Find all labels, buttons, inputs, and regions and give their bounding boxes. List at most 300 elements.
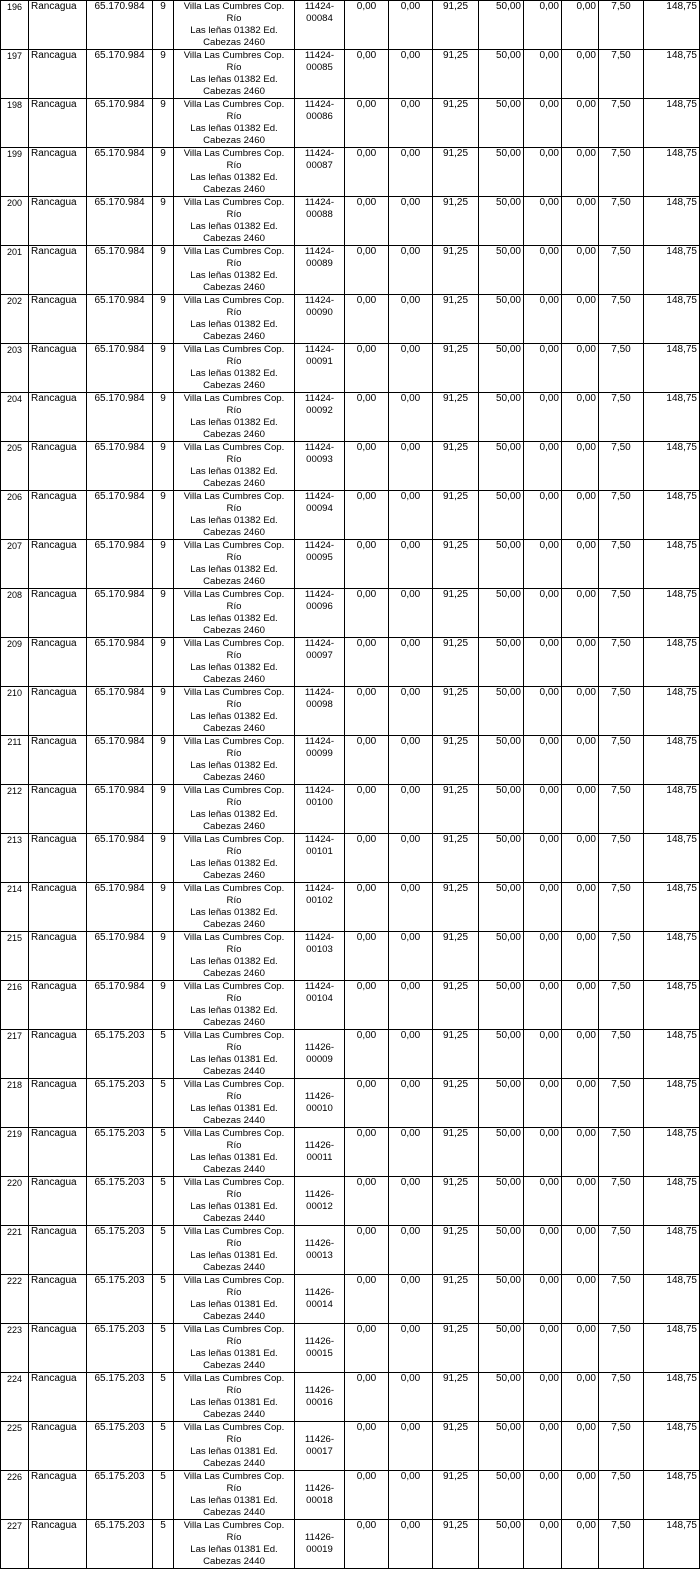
value-3-cell: 91,25	[433, 736, 479, 785]
code-line: 11426-	[304, 1238, 335, 1249]
value-4-cell: 50,00	[479, 785, 524, 834]
check-digit-cell: 9	[153, 540, 174, 589]
value-6-cell: 0,00	[562, 932, 599, 981]
total-cell: 148,75	[644, 883, 700, 932]
address-line: Villa Las Cumbres Cop. Río	[183, 1030, 285, 1053]
address-line: Las leñas 01381 Ed.	[190, 1495, 278, 1506]
city-cell: Rancagua	[29, 638, 87, 687]
value-1-cell: 0,00	[345, 442, 389, 491]
address-line: Las leñas 01381 Ed.	[190, 1446, 278, 1457]
value-4-cell: 50,00	[479, 99, 524, 148]
rut-cell: 65.170.984	[87, 687, 153, 736]
table-row	[1, 981, 700, 1030]
value-3-cell: 91,25	[433, 197, 479, 246]
row-number: 208	[1, 589, 29, 638]
code-line: 00103	[306, 944, 333, 955]
code-cell	[295, 393, 345, 442]
value-5-cell: 0,00	[524, 785, 562, 834]
code-line: 00017	[306, 1446, 333, 1457]
value-5-cell: 0,00	[524, 834, 562, 883]
total-cell: 148,75	[644, 1422, 700, 1471]
code-line: 11424-	[304, 393, 335, 404]
address-line: Cabezas 2440	[203, 1262, 265, 1273]
address-line: Las leñas 01382 Ed.	[190, 368, 278, 379]
total-cell: 148,75	[644, 1030, 700, 1079]
row-number: 211	[1, 736, 29, 785]
row-number: 226	[1, 1471, 29, 1520]
value-1-cell: 0,00	[345, 981, 389, 1030]
value-4-cell: 50,00	[479, 1520, 524, 1569]
rut-cell: 65.175.203	[87, 1226, 153, 1275]
rut-cell: 65.170.984	[87, 883, 153, 932]
address-line: Cabezas 2460	[203, 478, 265, 489]
value-4-cell: 50,00	[479, 1324, 524, 1373]
value-3-cell: 91,25	[433, 442, 479, 491]
address-line: Cabezas 2440	[203, 1115, 265, 1126]
address-line: Las leñas 01382 Ed.	[190, 270, 278, 281]
rut-cell: 65.175.203	[87, 1324, 153, 1373]
address-line: Villa Las Cumbres Cop. Río	[183, 148, 285, 171]
value-5-cell: 0,00	[524, 1177, 562, 1226]
value-5-cell: 0,00	[524, 148, 562, 197]
code-line: 11424-	[304, 883, 335, 894]
row-number: 207	[1, 540, 29, 589]
value-1-cell: 0,00	[345, 99, 389, 148]
row-number: 202	[1, 295, 29, 344]
address-line: Las leñas 01382 Ed.	[190, 172, 278, 183]
city-cell: Rancagua	[29, 344, 87, 393]
value-7-cell: 7,50	[599, 1373, 644, 1422]
address-cell	[174, 1275, 295, 1324]
value-1-cell: 0,00	[345, 1030, 389, 1079]
city-cell: Rancagua	[29, 1079, 87, 1128]
row-number: 198	[1, 99, 29, 148]
code-line: 11424-	[304, 785, 335, 796]
value-4-cell: 50,00	[479, 50, 524, 99]
value-6-cell: 0,00	[562, 50, 599, 99]
address-line: Cabezas 2460	[203, 331, 265, 342]
value-6-cell: 0,00	[562, 148, 599, 197]
value-6-cell: 0,00	[562, 442, 599, 491]
value-3-cell: 91,25	[433, 1226, 479, 1275]
row-number: 210	[1, 687, 29, 736]
value-4-cell: 50,00	[479, 1177, 524, 1226]
value-6-cell: 0,00	[562, 1226, 599, 1275]
value-3-cell: 91,25	[433, 589, 479, 638]
row-number: 209	[1, 638, 29, 687]
value-1-cell: 0,00	[345, 491, 389, 540]
total-cell: 148,75	[644, 1373, 700, 1422]
city-cell: Rancagua	[29, 540, 87, 589]
value-6-cell: 0,00	[562, 834, 599, 883]
value-7-cell: 7,50	[599, 785, 644, 834]
value-1-cell: 0,00	[345, 148, 389, 197]
address-line: Villa Las Cumbres Cop. Río	[183, 1275, 285, 1298]
value-1-cell: 0,00	[345, 540, 389, 589]
city-cell: Rancagua	[29, 442, 87, 491]
check-digit-cell: 9	[153, 344, 174, 393]
total-cell: 148,75	[644, 834, 700, 883]
address-line: Las leñas 01381 Ed.	[190, 1054, 278, 1065]
value-3-cell: 91,25	[433, 1275, 479, 1324]
code-line: 11424-	[304, 246, 335, 257]
address-line: Cabezas 2440	[203, 1213, 265, 1224]
value-7-cell: 7,50	[599, 1177, 644, 1226]
address-line: Las leñas 01382 Ed.	[190, 515, 278, 526]
check-digit-cell: 9	[153, 638, 174, 687]
value-7-cell: 7,50	[599, 932, 644, 981]
code-line: 11426-	[304, 1532, 335, 1543]
city-cell: Rancagua	[29, 1422, 87, 1471]
address-line: Cabezas 2440	[203, 1409, 265, 1420]
value-4-cell: 50,00	[479, 344, 524, 393]
code-cell	[295, 1, 345, 50]
check-digit-cell: 9	[153, 442, 174, 491]
code-line: 00088	[306, 209, 333, 220]
rut-cell: 65.175.203	[87, 1177, 153, 1226]
code-line: 00016	[306, 1397, 333, 1408]
code-cell	[295, 1324, 345, 1373]
value-3-cell: 91,25	[433, 1422, 479, 1471]
address-line: Las leñas 01382 Ed.	[190, 564, 278, 575]
code-line: 11426-	[304, 1042, 335, 1053]
city-cell: Rancagua	[29, 1373, 87, 1422]
value-1-cell: 0,00	[345, 1373, 389, 1422]
total-cell: 148,75	[644, 1, 700, 50]
value-4-cell: 50,00	[479, 442, 524, 491]
value-6-cell: 0,00	[562, 1030, 599, 1079]
address-line: Las leñas 01382 Ed.	[190, 123, 278, 134]
table-row	[1, 99, 700, 148]
rut-cell: 65.170.984	[87, 1, 153, 50]
code-line: 11424-	[304, 932, 335, 943]
value-6-cell: 0,00	[562, 981, 599, 1030]
code-cell	[295, 197, 345, 246]
code-cell	[295, 638, 345, 687]
code-line: 11426-	[304, 1434, 335, 1445]
check-digit-cell: 9	[153, 834, 174, 883]
code-line: 00015	[306, 1348, 333, 1359]
check-digit-cell: 9	[153, 295, 174, 344]
address-cell	[174, 1422, 295, 1471]
address-line: Villa Las Cumbres Cop. Río	[183, 1128, 285, 1151]
address-line: Las leñas 01382 Ed.	[190, 25, 278, 36]
code-cell	[295, 148, 345, 197]
value-1-cell: 0,00	[345, 295, 389, 344]
total-cell: 148,75	[644, 50, 700, 99]
code-line: 11426-	[304, 1140, 335, 1151]
code-line: 00093	[306, 454, 333, 465]
value-6-cell: 0,00	[562, 540, 599, 589]
code-cell	[295, 50, 345, 99]
address-line: Las leñas 01381 Ed.	[190, 1397, 278, 1408]
total-cell: 148,75	[644, 981, 700, 1030]
address-line: Villa Las Cumbres Cop. Río	[183, 540, 285, 563]
address-cell	[174, 442, 295, 491]
value-2-cell: 0,00	[389, 1520, 433, 1569]
value-5-cell: 0,00	[524, 1373, 562, 1422]
value-2-cell: 0,00	[389, 491, 433, 540]
address-line: Cabezas 2440	[203, 1507, 265, 1518]
value-4-cell: 50,00	[479, 1030, 524, 1079]
value-3-cell: 91,25	[433, 981, 479, 1030]
code-cell	[295, 1422, 345, 1471]
row-number: 214	[1, 883, 29, 932]
value-6-cell: 0,00	[562, 1177, 599, 1226]
value-4-cell: 50,00	[479, 883, 524, 932]
code-cell	[295, 1275, 345, 1324]
value-7-cell: 7,50	[599, 1275, 644, 1324]
value-3-cell: 91,25	[433, 1471, 479, 1520]
rut-cell: 65.170.984	[87, 540, 153, 589]
total-cell: 148,75	[644, 687, 700, 736]
address-cell	[174, 491, 295, 540]
value-2-cell: 0,00	[389, 1422, 433, 1471]
code-line: 11426-	[304, 1336, 335, 1347]
value-5-cell: 0,00	[524, 540, 562, 589]
value-1-cell: 0,00	[345, 1128, 389, 1177]
address-cell	[174, 1128, 295, 1177]
code-cell	[295, 1226, 345, 1275]
table-row	[1, 1520, 700, 1569]
address-line: Las leñas 01382 Ed.	[190, 956, 278, 967]
value-4-cell: 50,00	[479, 589, 524, 638]
value-5-cell: 0,00	[524, 295, 562, 344]
code-line: 11424-	[304, 834, 335, 845]
code-line: 00089	[306, 258, 333, 269]
address-cell	[174, 50, 295, 99]
code-line: 00012	[306, 1201, 333, 1212]
address-line: Villa Las Cumbres Cop. Río	[183, 687, 285, 710]
value-2-cell: 0,00	[389, 638, 433, 687]
value-2-cell: 0,00	[389, 981, 433, 1030]
value-2-cell: 0,00	[389, 1, 433, 50]
table-row	[1, 883, 700, 932]
address-line: Las leñas 01382 Ed.	[190, 760, 278, 771]
address-line: Las leñas 01382 Ed.	[190, 74, 278, 85]
value-4-cell: 50,00	[479, 1128, 524, 1177]
address-line: Villa Las Cumbres Cop. Río	[183, 1324, 285, 1347]
value-6-cell: 0,00	[562, 736, 599, 785]
code-line: 00091	[306, 356, 333, 367]
value-7-cell: 7,50	[599, 1, 644, 50]
code-line: 00011	[306, 1152, 333, 1163]
address-line: Cabezas 2440	[203, 1458, 265, 1469]
code-line: 00095	[306, 552, 333, 563]
address-cell	[174, 1079, 295, 1128]
address-line: Las leñas 01381 Ed.	[190, 1299, 278, 1310]
city-cell: Rancagua	[29, 148, 87, 197]
check-digit-cell: 9	[153, 785, 174, 834]
value-5-cell: 0,00	[524, 589, 562, 638]
check-digit-cell: 5	[153, 1128, 174, 1177]
address-line: Villa Las Cumbres Cop. Río	[183, 344, 285, 367]
table-row	[1, 1471, 700, 1520]
total-cell: 148,75	[644, 197, 700, 246]
code-line: 00090	[306, 307, 333, 318]
check-digit-cell: 9	[153, 197, 174, 246]
address-line: Villa Las Cumbres Cop. Río	[183, 442, 285, 465]
total-cell: 148,75	[644, 1275, 700, 1324]
address-line: Villa Las Cumbres Cop. Río	[183, 295, 285, 318]
address-line: Las leñas 01382 Ed.	[190, 613, 278, 624]
value-5-cell: 0,00	[524, 736, 562, 785]
total-cell: 148,75	[644, 785, 700, 834]
value-1-cell: 0,00	[345, 1177, 389, 1226]
value-7-cell: 7,50	[599, 883, 644, 932]
value-3-cell: 91,25	[433, 687, 479, 736]
code-cell	[295, 1030, 345, 1079]
total-cell: 148,75	[644, 1079, 700, 1128]
value-2-cell: 0,00	[389, 589, 433, 638]
value-5-cell: 0,00	[524, 442, 562, 491]
value-7-cell: 7,50	[599, 540, 644, 589]
total-cell: 148,75	[644, 393, 700, 442]
code-line: 00018	[306, 1495, 333, 1506]
value-5-cell: 0,00	[524, 50, 562, 99]
rut-cell: 65.170.984	[87, 197, 153, 246]
check-digit-cell: 5	[153, 1275, 174, 1324]
table-row	[1, 442, 700, 491]
address-line: Cabezas 2460	[203, 723, 265, 734]
rut-cell: 65.170.984	[87, 99, 153, 148]
city-cell: Rancagua	[29, 393, 87, 442]
code-cell	[295, 491, 345, 540]
city-cell: Rancagua	[29, 99, 87, 148]
code-cell	[295, 1079, 345, 1128]
check-digit-cell: 5	[153, 1226, 174, 1275]
city-cell: Rancagua	[29, 883, 87, 932]
code-line: 11424-	[304, 540, 335, 551]
value-6-cell: 0,00	[562, 1128, 599, 1177]
table-row	[1, 1275, 700, 1324]
city-cell: Rancagua	[29, 1177, 87, 1226]
table-row	[1, 1324, 700, 1373]
table-row	[1, 1422, 700, 1471]
city-cell: Rancagua	[29, 834, 87, 883]
code-line: 11424-	[304, 736, 335, 747]
code-cell	[295, 540, 345, 589]
address-line: Villa Las Cumbres Cop. Río	[183, 50, 285, 73]
value-2-cell: 0,00	[389, 736, 433, 785]
code-line: 00099	[306, 748, 333, 759]
address-cell	[174, 687, 295, 736]
value-1-cell: 0,00	[345, 1520, 389, 1569]
value-4-cell: 50,00	[479, 295, 524, 344]
value-5-cell: 0,00	[524, 1422, 562, 1471]
rut-cell: 65.170.984	[87, 589, 153, 638]
value-2-cell: 0,00	[389, 246, 433, 295]
value-2-cell: 0,00	[389, 883, 433, 932]
address-line: Villa Las Cumbres Cop. Río	[183, 785, 285, 808]
address-line: Cabezas 2460	[203, 527, 265, 538]
row-number: 200	[1, 197, 29, 246]
address-cell	[174, 540, 295, 589]
value-7-cell: 7,50	[599, 687, 644, 736]
value-2-cell: 0,00	[389, 687, 433, 736]
city-cell: Rancagua	[29, 1226, 87, 1275]
table-row	[1, 344, 700, 393]
rut-cell: 65.175.203	[87, 1079, 153, 1128]
city-cell: Rancagua	[29, 295, 87, 344]
row-number: 204	[1, 393, 29, 442]
address-line: Las leñas 01382 Ed.	[190, 711, 278, 722]
code-cell	[295, 736, 345, 785]
address-line: Cabezas 2460	[203, 625, 265, 636]
table-row	[1, 589, 700, 638]
check-digit-cell: 9	[153, 393, 174, 442]
code-line: 00101	[306, 846, 333, 857]
value-4-cell: 50,00	[479, 1226, 524, 1275]
city-cell: Rancagua	[29, 589, 87, 638]
value-3-cell: 91,25	[433, 1373, 479, 1422]
table-row	[1, 1079, 700, 1128]
address-line: Cabezas 2440	[203, 1360, 265, 1371]
address-cell	[174, 344, 295, 393]
address-line: Cabezas 2460	[203, 674, 265, 685]
value-6-cell: 0,00	[562, 99, 599, 148]
address-line: Villa Las Cumbres Cop. Río	[183, 1079, 285, 1102]
code-cell	[295, 883, 345, 932]
table-row	[1, 1128, 700, 1177]
value-3-cell: 91,25	[433, 834, 479, 883]
value-2-cell: 0,00	[389, 834, 433, 883]
value-3-cell: 91,25	[433, 1, 479, 50]
total-cell: 148,75	[644, 932, 700, 981]
total-cell: 148,75	[644, 1128, 700, 1177]
total-cell: 148,75	[644, 344, 700, 393]
value-4-cell: 50,00	[479, 736, 524, 785]
value-3-cell: 91,25	[433, 393, 479, 442]
check-digit-cell: 5	[153, 1030, 174, 1079]
value-3-cell: 91,25	[433, 638, 479, 687]
value-7-cell: 7,50	[599, 491, 644, 540]
code-line: 11424-	[304, 442, 335, 453]
value-7-cell: 7,50	[599, 99, 644, 148]
address-line: Las leñas 01381 Ed.	[190, 1544, 278, 1555]
address-line: Cabezas 2460	[203, 233, 265, 244]
value-4-cell: 50,00	[479, 1471, 524, 1520]
rut-cell: 65.170.984	[87, 246, 153, 295]
rut-cell: 65.175.203	[87, 1422, 153, 1471]
rut-cell: 65.170.984	[87, 736, 153, 785]
value-6-cell: 0,00	[562, 1520, 599, 1569]
value-5-cell: 0,00	[524, 1, 562, 50]
code-cell	[295, 981, 345, 1030]
value-1-cell: 0,00	[345, 1422, 389, 1471]
address-line: Villa Las Cumbres Cop. Río	[183, 246, 285, 269]
code-line: 00013	[306, 1250, 333, 1261]
city-cell: Rancagua	[29, 1471, 87, 1520]
code-cell	[295, 1520, 345, 1569]
city-cell: Rancagua	[29, 1128, 87, 1177]
address-line: Cabezas 2460	[203, 86, 265, 97]
value-7-cell: 7,50	[599, 197, 644, 246]
value-6-cell: 0,00	[562, 246, 599, 295]
row-number: 213	[1, 834, 29, 883]
address-line: Villa Las Cumbres Cop. Río	[183, 1471, 285, 1494]
total-cell: 148,75	[644, 246, 700, 295]
rut-cell: 65.175.203	[87, 1373, 153, 1422]
value-4-cell: 50,00	[479, 1079, 524, 1128]
code-cell	[295, 99, 345, 148]
value-2-cell: 0,00	[389, 1226, 433, 1275]
value-7-cell: 7,50	[599, 246, 644, 295]
table-row	[1, 785, 700, 834]
check-digit-cell: 9	[153, 736, 174, 785]
value-2-cell: 0,00	[389, 295, 433, 344]
check-digit-cell: 5	[153, 1471, 174, 1520]
